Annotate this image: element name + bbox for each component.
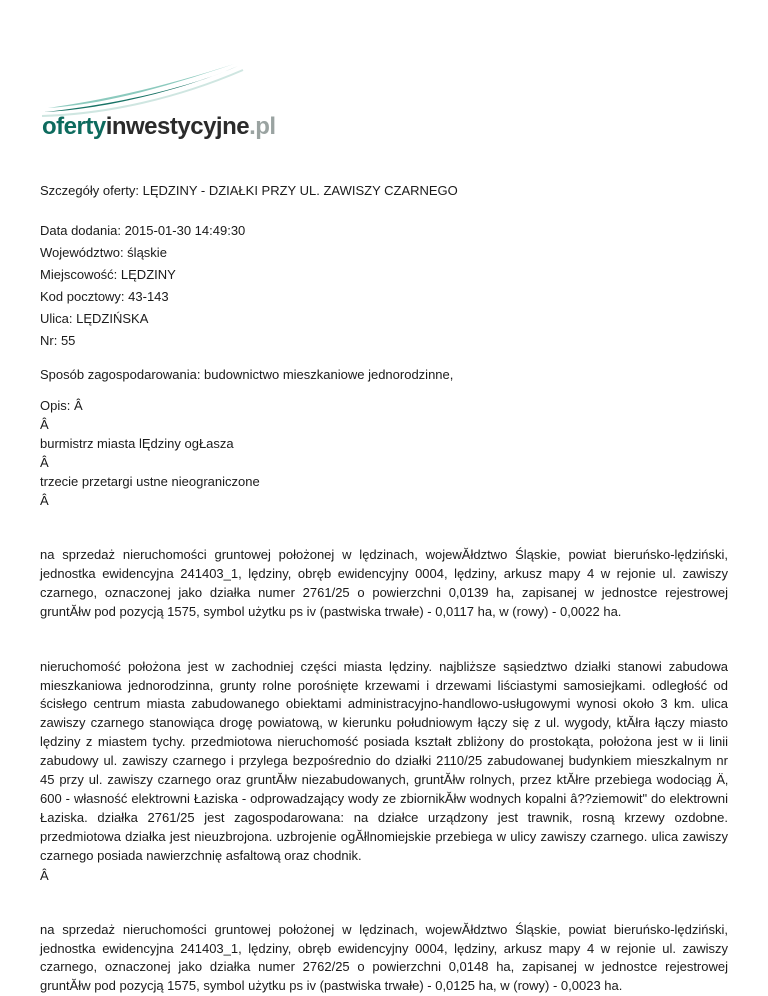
field-postal-code: Kod pocztowy: 43-143	[40, 289, 169, 304]
offer-paragraph-3: na sprzedaż nieruchomości gruntowej położonej w lędzinach, wojewĂłdztwo Śląskie, powiat bieruńsko-lędziński, jednostka ewidencyjna 241403_1, lędziny, obręb ewidencyjny 0004, lędziny, arkusz mapy 4 w rejonie ul. zawiszy czarnego, oznaczonej jako działka numer 2762/25 o powierzchni 0,0148 ha, zapisanej w jednostce rejestrowej gruntĂłw pod pozycją 1575, symbol użytku ps iv (pastwiska trwałe) - 0,0125 ha, w (rowy) - 0,0023 ha.	[40, 921, 728, 994]
offer-paragraph-2: nieruchomość położona jest w zachodniej części miasta lędziny. najbliższe sąsiedztwo działki stanowi zabudowa mieszkaniowa jednorodzinna, grunty rolne porośnięte krzewami i drzewami liściastymi samosiejkami. odległość od ścisłego centrum miasta zabudowanego obiektami administracyjno-handlowo-usługowymi wynosi około 3 km. ulica zawiszy czarnego stanowiąca drogę powiatową, w kierunku południowym łączy się z ul. wygody, ktĂłra łączy miasto lędziny z miastem tychy. przedmiotowa nieruchomość posiada kształt zbliżony do prostokąta, położona jest w ii linii zabudowy ul. zawiszy czarnego i przylega bezpośrednio do działki 2110/25 zabudowanej budynkiem mieszkalnym nr 45 przy ul. zawiszy czarnego oraz gruntĂłw niezabudowanych, gruntĂłw rolnych, przez ktĂłre przebiega wodociąg Ä‚ 600 - własność elektrowni Łaziska - odprowadzający wody ze zbiornikĂłw wodnych kopalni â??ziemowit" do elektrowni Łaziska. działka 2761/25 jest zagospodarowana: na działce urządzony jest trawnik, rosną krzewy ozdobne. przedmiotowa działka jest nieuzbrojona. uzbrojenie ogĂłlnomiejskie przebiega w ulicy zawiszy czarnego. ulica zawiszy czarnego posiada nawierzchnię asfaltową oraz chodnik.	[40, 658, 728, 863]
offer-paragraph-1: na sprzedaż nieruchomości gruntowej położonej w lędzinach, wojewĂłdztwo Śląskie, powiat bieruńsko-lędziński, jednostka ewidencyjna 241403_1, lędziny, obręb ewidencyjny 0004, lędziny, arkusz mapy 4 w rejonie ul. zawiszy czarnego, oznaczonej jako działka numer 2761/25 o powierzchni 0,0139 ha, zapisanej w jednostce rejestrowej gruntĂłw pod pozycją 1575, symbol użytku ps iv (pastwiska trwałe) - 0,0117 ha, w (rowy) - 0,0022 ha.	[40, 547, 728, 619]
logo-part-inwestycyjne: inwestycyjne	[105, 113, 250, 140]
description-line: Â	[40, 493, 49, 508]
field-locality: Miejscowość: LĘDZINY	[40, 267, 176, 282]
logo-part-oferty: oferty	[42, 113, 106, 140]
offer-paragraph-2-tail: Â	[40, 867, 49, 883]
description-line: Â	[40, 417, 49, 432]
description-line: Opis: Â	[40, 398, 83, 413]
field-usage: Sposób zagospodarowania: budownictwo mieszkaniowe jednorodzinne,	[40, 367, 454, 382]
site-logo[interactable]	[38, 62, 276, 144]
logo-wordmark	[42, 113, 276, 141]
field-date-added: Data dodania: 2015-01-30 14:49:30	[40, 223, 246, 238]
description-line: Â	[40, 455, 49, 470]
field-street: Ulica: LĘDZIŃSKA	[40, 311, 149, 326]
road-swoosh-icon	[38, 62, 248, 118]
field-number: Nr: 55	[40, 333, 76, 348]
description-line: trzecie przetargi ustne nieograniczone	[40, 474, 260, 489]
logo-part-domain: .pl	[249, 113, 276, 140]
offer-title: Szczegóły oferty: LĘDZINY - DZIAŁKI PRZY UL. ZAWISZY CZARNEGO	[40, 183, 458, 198]
description-line: burmistrz miasta lĘdziny ogŁasza	[40, 436, 234, 451]
offer-details	[40, 181, 728, 996]
field-voivodeship: Województwo: śląskie	[40, 245, 167, 260]
